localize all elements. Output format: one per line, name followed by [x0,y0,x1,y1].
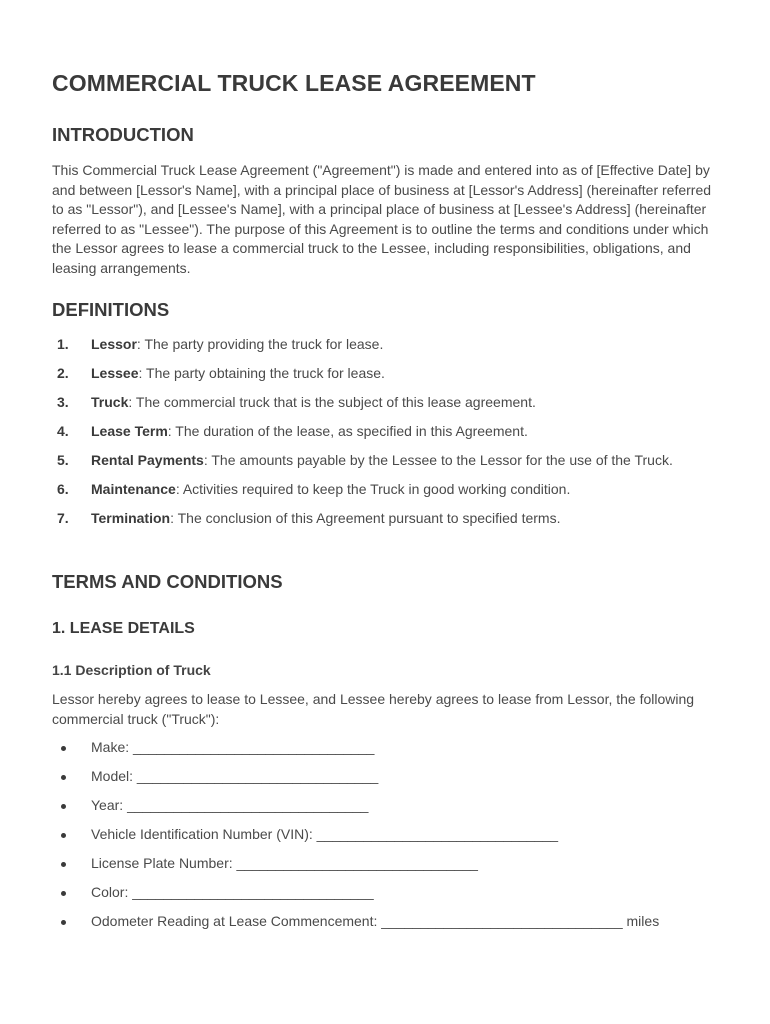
definition-number: 2. [57,365,69,381]
bullet-icon [61,746,66,751]
definition-number: 7. [57,510,69,526]
introduction-heading: INTRODUCTION [52,124,194,145]
field-text: Odometer Reading at Lease Commencement: _______________________________ miles [91,913,660,929]
definition-number: 5. [57,452,69,468]
definition-text: : The conclusion of this Agreement pursuant to specified terms. [170,510,561,526]
description-of-truck-heading: 1.1 Description of Truck [52,662,211,678]
description-paragraph: Lessor hereby agrees to lease to Lessee, and Lessee hereby agrees to lease from Lessor, the following commercial truck ("Truck"): [52,691,695,727]
document-title: COMMERCIAL TRUCK LEASE AGREEMENT [52,70,536,96]
truck-field-color [52,883,722,903]
definition-term: Rental Payments [91,452,204,468]
definition-text: : The party obtaining the truck for lease. [138,365,385,381]
definition-item [52,393,722,413]
definition-item [52,451,722,471]
definition-term: Termination [91,510,171,526]
field-text: Model: _______________________________ [91,768,379,784]
definition-item [52,480,722,500]
field-text: Year: _______________________________ [91,797,369,813]
definition-term: Maintenance [91,481,176,497]
definition-term: Lessee [91,365,139,381]
lease-details-heading: 1. LEASE DETAILS [52,620,195,637]
definition-term: Lessor [91,336,137,352]
definition-text: : The commercial truck that is the subject of this lease agreement. [128,394,536,410]
bullet-icon [61,862,66,867]
definition-item [52,335,722,355]
definition-term: Lease Term [91,423,168,439]
truck-field-odometer [52,912,722,932]
definitions-list [52,335,722,538]
truck-field-license-plate [52,854,722,874]
truck-fields-list [52,738,722,941]
bullet-icon [61,920,66,925]
field-text: License Plate Number: _______________________________ [91,855,478,871]
definition-item [52,364,722,384]
definition-number: 1. [57,336,69,352]
definition-text: : The duration of the lease, as specified in this Agreement. [167,423,528,439]
definition-text: : The party providing the truck for lease. [136,336,384,352]
bullet-icon [61,891,66,896]
definition-term: Truck [91,394,129,410]
bullet-icon [61,775,66,780]
definition-item [52,422,722,442]
definition-text: : The amounts payable by the Lessee to the Lessor for the use of the Truck. [203,452,673,468]
definition-text: : Activities required to keep the Truck in good working condition. [175,481,571,497]
field-text: Color: _______________________________ [91,884,374,900]
field-text: Vehicle Identification Number (VIN): _______________________________ [91,826,559,842]
definition-number: 6. [57,481,69,497]
bullet-icon [61,804,66,809]
bullet-icon [61,833,66,838]
truck-field-year [52,796,722,816]
definition-number: 3. [57,394,69,410]
truck-field-make [52,738,722,758]
definitions-heading: DEFINITIONS [52,299,170,320]
definition-number: 4. [57,423,69,439]
truck-field-model [52,767,722,787]
field-text: Make: _______________________________ [91,739,375,755]
truck-field-vin [52,825,722,845]
introduction-paragraph: This Commercial Truck Lease Agreement ("Agreement") is made and entered into as of [Effective Date] by and between [Lessor's Name], with a principal place of business at [Lessor's Address] (hereinafter referred to as "Lessor"), and [Lessee's Name], with a principal place of business at [Lessee's Address] (hereinafter referred to as "Lessee"). The purpose of this Agreement is to outline the terms and conditions under which the Lessor agrees to lease a commercial truck to the Lessee, including responsibilities, obligations, and leasing arrangements. [52,162,712,276]
terms-heading: TERMS AND CONDITIONS [52,571,283,592]
definition-item [52,509,722,529]
